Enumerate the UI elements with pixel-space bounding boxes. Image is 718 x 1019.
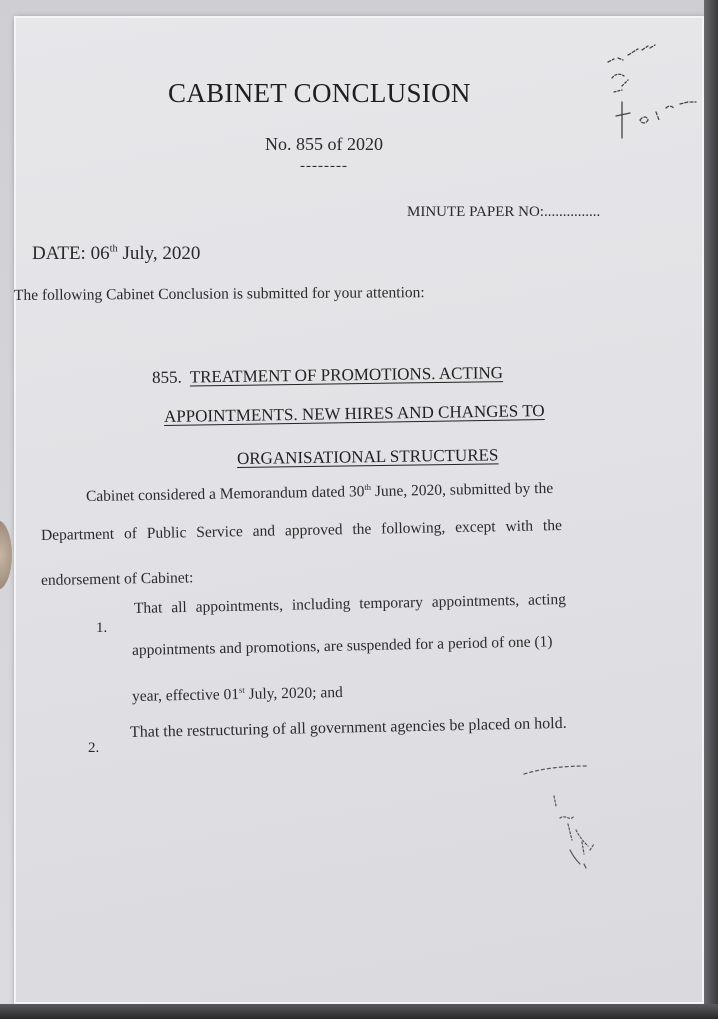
date-month-year: July, 2020 [117, 243, 201, 264]
body-line-3: endorsement of Cabinet: [40, 569, 194, 589]
date-prefix: DATE: 06 [32, 243, 110, 264]
item-1-line-3-a: year, effective 01 [131, 685, 240, 705]
body-line-2: Department of Public Service and approved the following, except with the [40, 516, 563, 544]
date-suffix-sup: th [109, 243, 118, 255]
body-line-1-a: Cabinet considered a Memorandum dated 30 [85, 483, 365, 505]
item-1-line-2: appointments and promotions, are suspended for a period of one (1) [131, 633, 553, 659]
item-1-line-3-sup: st [238, 684, 245, 695]
page-bottom-shadow [0, 1004, 718, 1019]
minute-paper-field: MINUTE PAPER NO:............... [407, 204, 601, 220]
item-number-1: 1. [96, 620, 108, 636]
document-title: CABINET CONCLUSION [168, 78, 471, 108]
item-1-line-3-b: July, 2020; and [244, 683, 343, 703]
heading-text-1: TREATMENT OF PROMOTIONS. ACTING [189, 363, 504, 387]
heading-line-2: APPOINTMENTS. NEW HIRES AND CHANGES TO [163, 401, 545, 426]
title-separator: -------- [300, 158, 348, 174]
item-number-2: 2. [88, 740, 100, 756]
document-date [32, 243, 200, 265]
heading-number: 855. [151, 367, 182, 387]
body-line-1-b: June, 2020, submitted by the [370, 479, 554, 501]
item-1-line-1: That all appointments, including temporary appointments, acting [133, 590, 567, 617]
item-2-line-1: That the restructuring of all government agencies be placed on hold. [129, 714, 567, 741]
heading-line-3: ORGANISATIONAL STRUCTURES [236, 445, 499, 468]
signature-mark [520, 760, 630, 920]
handwritten-annotation [600, 40, 700, 150]
intro-text: The following Cabinet Conclusion is submitted for your attention: [13, 284, 425, 304]
conclusion-number: No. 855 of 2020 [265, 134, 383, 154]
body-line-1-sup: th [364, 481, 372, 492]
page-edge-shadow [704, 0, 718, 1019]
